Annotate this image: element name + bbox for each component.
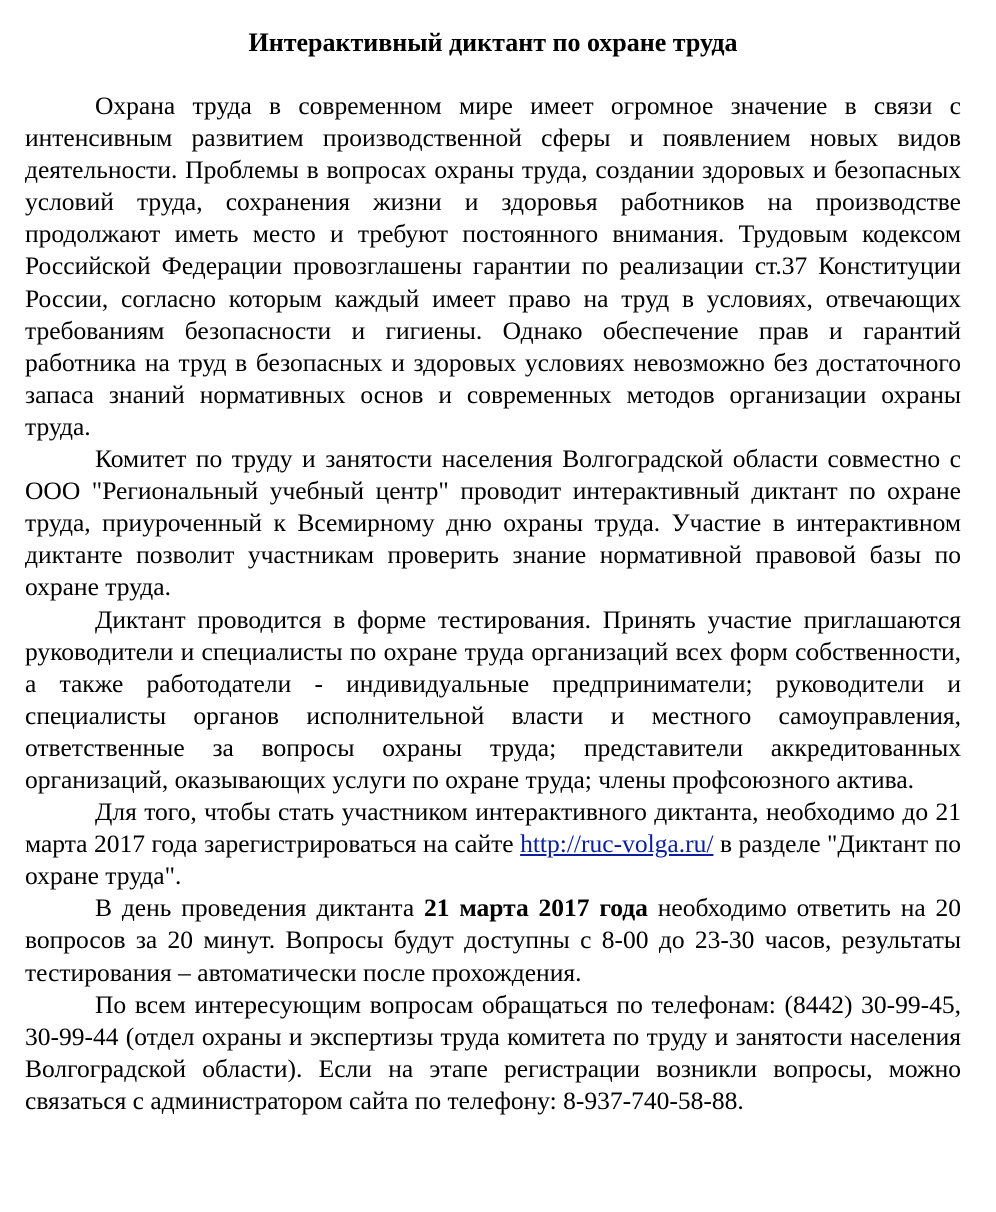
document-title: Интерактивный диктант по охране труда — [248, 28, 738, 57]
document-page — [25, 26, 961, 1117]
registration-text-end: в разделе "Диктант по охране труда". — [25, 829, 961, 891]
schedule-text-end: необходимо ответить на 20 вопросов за 20 минут. Вопросы будут доступны с 8-00 до 23-30 часов, результаты тестирования – автоматически после прохождения. — [25, 893, 961, 987]
paragraph-registration — [25, 796, 961, 892]
schedule-date: 21 марта 2017 года — [424, 893, 648, 923]
paragraph-schedule — [25, 892, 961, 988]
paragraph-committee: Комитет по труду и занятости населения Волгоградской области совместно с ООО "Региональный учебный центр" проводит интерактивный диктант по охране труда, приуроченный к Всемирному дню охраны труда. Участие в интерактивном диктанте позволит участникам проверить знание нормативной правовой базы по охране труда. — [25, 444, 961, 602]
paragraph-format: Диктант проводится в форме тестирования. Принять участие приглашаются руководители и специалисты по охране труда организаций всех форм собственности, а также работодатели - индивидуальные предприниматели; руководители и специалисты органов исполнительной власти и местного самоуправления, ответственные за вопросы охраны труда; представители аккредитованных организаций, оказывающих услуги по охране труда; члены профсоюзного актива. — [25, 604, 961, 794]
schedule-text: В день проведения диктанта — [95, 893, 425, 923]
registration-link[interactable]: http://ruc-volga.ru/ — [520, 829, 714, 859]
registration-text: Для того, чтобы стать участником интерактивного диктанта, необходимо до 21 марта 2017 года зарегистрироваться на сайте — [25, 797, 961, 859]
paragraph-intro: Охрана труда в современном мире имеет огромное значение в связи с интенсивным развитием производственной сферы и появлением новых видов деятельности. Проблемы в вопросах охраны труда, создании здоровых и безопасных условий труда, сохранения жизни и здоровья работников на производстве продолжают иметь место и требуют постоянного внимания. Трудовым кодексом Российской Федерации провозглашены гарантии по реализации ст.37 Конституции России, согласно которым каждый имеет право на труд в условиях, отвечающих требованиям безопасности и гигиены. Однако обеспечение прав и гарантий работника на труд в безопасных и здоровых условиях невозможно без достаточного запаса знаний нормативных основ и современных методов организации охраны труда. — [25, 91, 961, 441]
paragraph-contacts: По всем интересующим вопросам обращаться по телефонам: (8442) 30-99-45, 30-99-44 (отдел охраны и экспертизы труда комитета по труду и занятости населения Волгоградской области). Если на этапе регистрации возникли вопросы, можно связаться с администратором сайта по телефону: 8-937-740-58-88. — [25, 989, 961, 1115]
